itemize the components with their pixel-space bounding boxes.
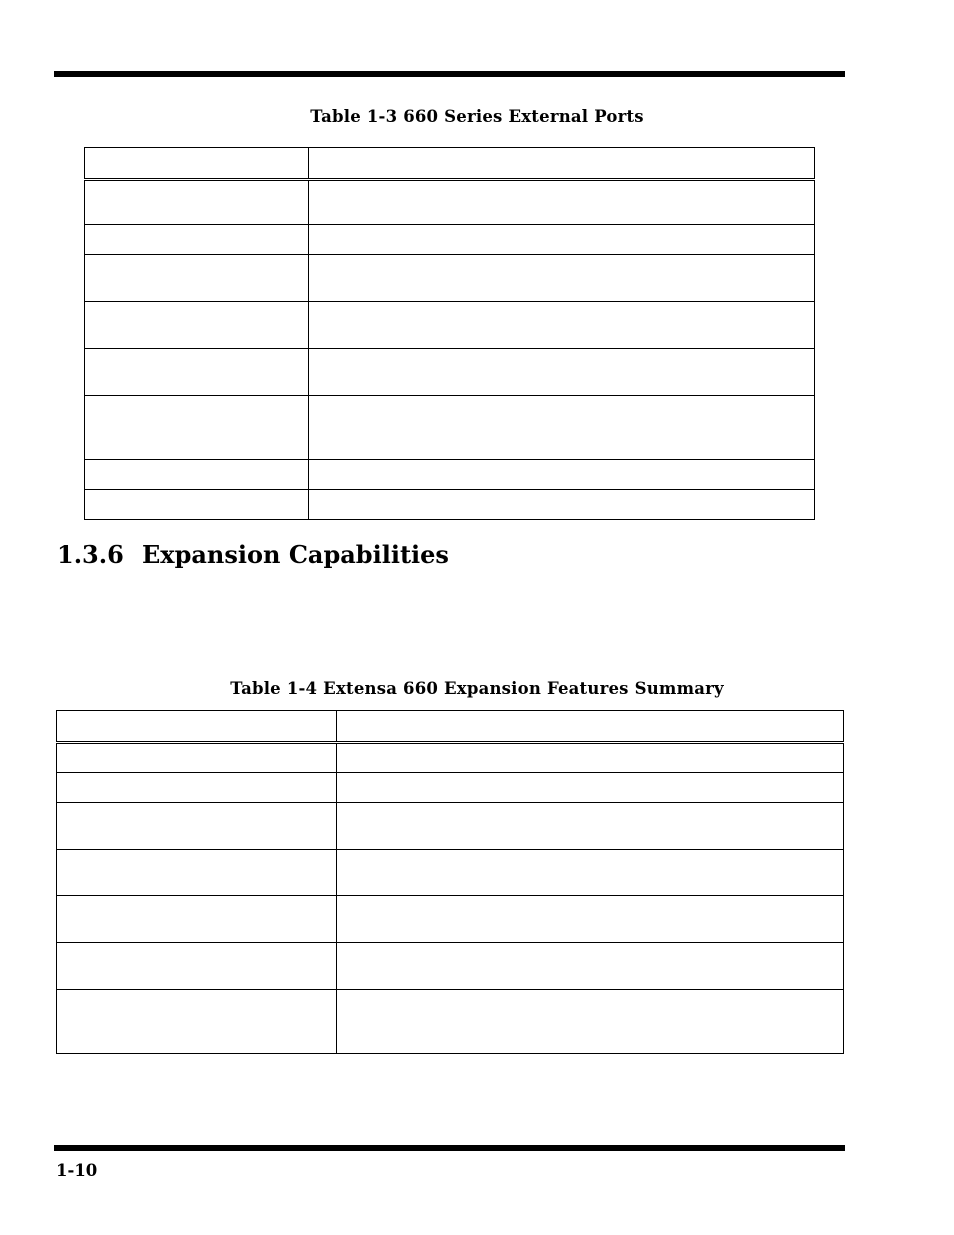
- table-header-row: [85, 148, 815, 180]
- table-header-row: [57, 711, 844, 743]
- bottom-rule: [54, 1145, 845, 1151]
- table-cell: [85, 349, 309, 396]
- table-1-4-caption: Table 1-4 Extensa 660 Expansion Features Summary: [230, 679, 724, 698]
- top-rule: [54, 71, 845, 77]
- table-row: [57, 990, 844, 1054]
- table-cell: [309, 255, 815, 302]
- table-row: [85, 349, 815, 396]
- table-cell: [57, 943, 337, 990]
- table-row: [85, 460, 815, 490]
- table-cell: [337, 803, 844, 850]
- table-cell: [337, 711, 844, 743]
- table-cell: [85, 396, 309, 460]
- section-title: Expansion Capabilities: [142, 540, 449, 569]
- table-row: [85, 225, 815, 255]
- table-cell: [85, 460, 309, 490]
- table-cell: [57, 990, 337, 1054]
- table-cell: [337, 850, 844, 896]
- table-cell: [309, 396, 815, 460]
- table-row: [57, 943, 844, 990]
- table-cell: [337, 896, 844, 943]
- table-row: [85, 396, 815, 460]
- table-cell: [337, 990, 844, 1054]
- table-row: [57, 850, 844, 896]
- table-cell: [309, 349, 815, 396]
- table-cell: [85, 180, 309, 225]
- table-cell: [337, 743, 844, 773]
- table-row: [57, 896, 844, 943]
- table-cell: [57, 773, 337, 803]
- table-row: [85, 490, 815, 520]
- table-cell: [309, 490, 815, 520]
- table-cell: [85, 490, 309, 520]
- table-cell: [57, 743, 337, 773]
- table-cell: [309, 302, 815, 349]
- table-row: [57, 803, 844, 850]
- table-cell: [57, 803, 337, 850]
- table-cell: [85, 302, 309, 349]
- table-1-3-caption: Table 1-3 660 Series External Ports: [310, 107, 644, 126]
- table-cell: [57, 711, 337, 743]
- table-row: [85, 302, 815, 349]
- table-cell: [85, 148, 309, 180]
- section-number: 1.3.6: [57, 540, 124, 569]
- table-cell: [85, 225, 309, 255]
- table-cell: [85, 255, 309, 302]
- table-cell: [337, 943, 844, 990]
- table-row: [57, 743, 844, 773]
- table-cell: [57, 850, 337, 896]
- table-row: [85, 255, 815, 302]
- section-heading: [57, 540, 449, 569]
- table-cell: [309, 180, 815, 225]
- external-ports-table: [84, 147, 815, 520]
- table-cell: [309, 225, 815, 255]
- expansion-features-table: [56, 710, 844, 1054]
- table-cell: [57, 896, 337, 943]
- table-row: [57, 773, 844, 803]
- table-cell: [309, 148, 815, 180]
- table-cell: [337, 773, 844, 803]
- table-cell: [309, 460, 815, 490]
- page-number: 1-10: [56, 1161, 98, 1180]
- table-row: [85, 180, 815, 225]
